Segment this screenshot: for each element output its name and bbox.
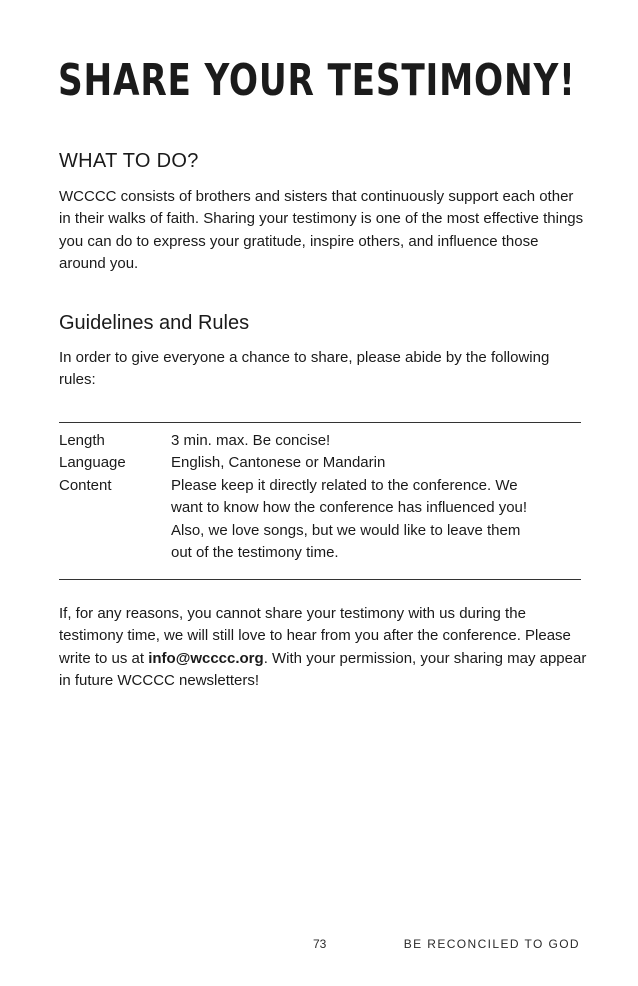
closing-text-start: If, for any reasons, you cannot share your testimony with us during the testimony time, we will still love to hear from you after the conference. Please write to us at — [59, 605, 571, 667]
rule-row-length — [59, 430, 581, 452]
page-number: 73 — [313, 937, 327, 951]
email-link[interactable]: info@wcccc.org — [148, 649, 264, 667]
running-footer-title: BE RECONCILED TO GOD — [403, 937, 580, 951]
guidelines-heading: Guidelines and Rules — [59, 312, 250, 334]
what-to-do-body: WCCCC consists of brothers and sisters that continuously support each other in their walks of faith. Sharing your testimony is one of the most effective things you can do to express your gratitude, inspire others, and influence those around you. — [59, 188, 584, 272]
rule-term: Language — [59, 454, 126, 472]
rule-row-content — [59, 475, 581, 565]
closing-paragraph — [59, 603, 587, 693]
rule-term: Content — [59, 476, 112, 494]
rules-bottom-divider — [59, 579, 581, 580]
rule-term: Length — [59, 432, 105, 449]
closing-text-end: . With your permission, your sharing may appear in future WCCCC newsletters! — [59, 649, 587, 690]
rule-description: Please keep it directly related to the conference. We want to know how the conference has influenced you! Also, we love songs, but we would like to leave them out of the testimony time. — [171, 476, 528, 562]
rule-description: 3 min. max. Be concise! — [171, 432, 331, 449]
rule-row-language — [59, 452, 581, 474]
page-title: SHARE YOUR TESTIMONY! — [58, 55, 576, 106]
rule-description: English, Cantonese or Mandarin — [171, 454, 386, 472]
guidelines-intro: In order to give everyone a chance to share, please abide by the following rules: — [59, 349, 550, 389]
what-to-do-heading: WHAT TO DO? — [59, 150, 199, 172]
rules-top-divider — [59, 422, 581, 423]
rules-table — [59, 430, 581, 564]
